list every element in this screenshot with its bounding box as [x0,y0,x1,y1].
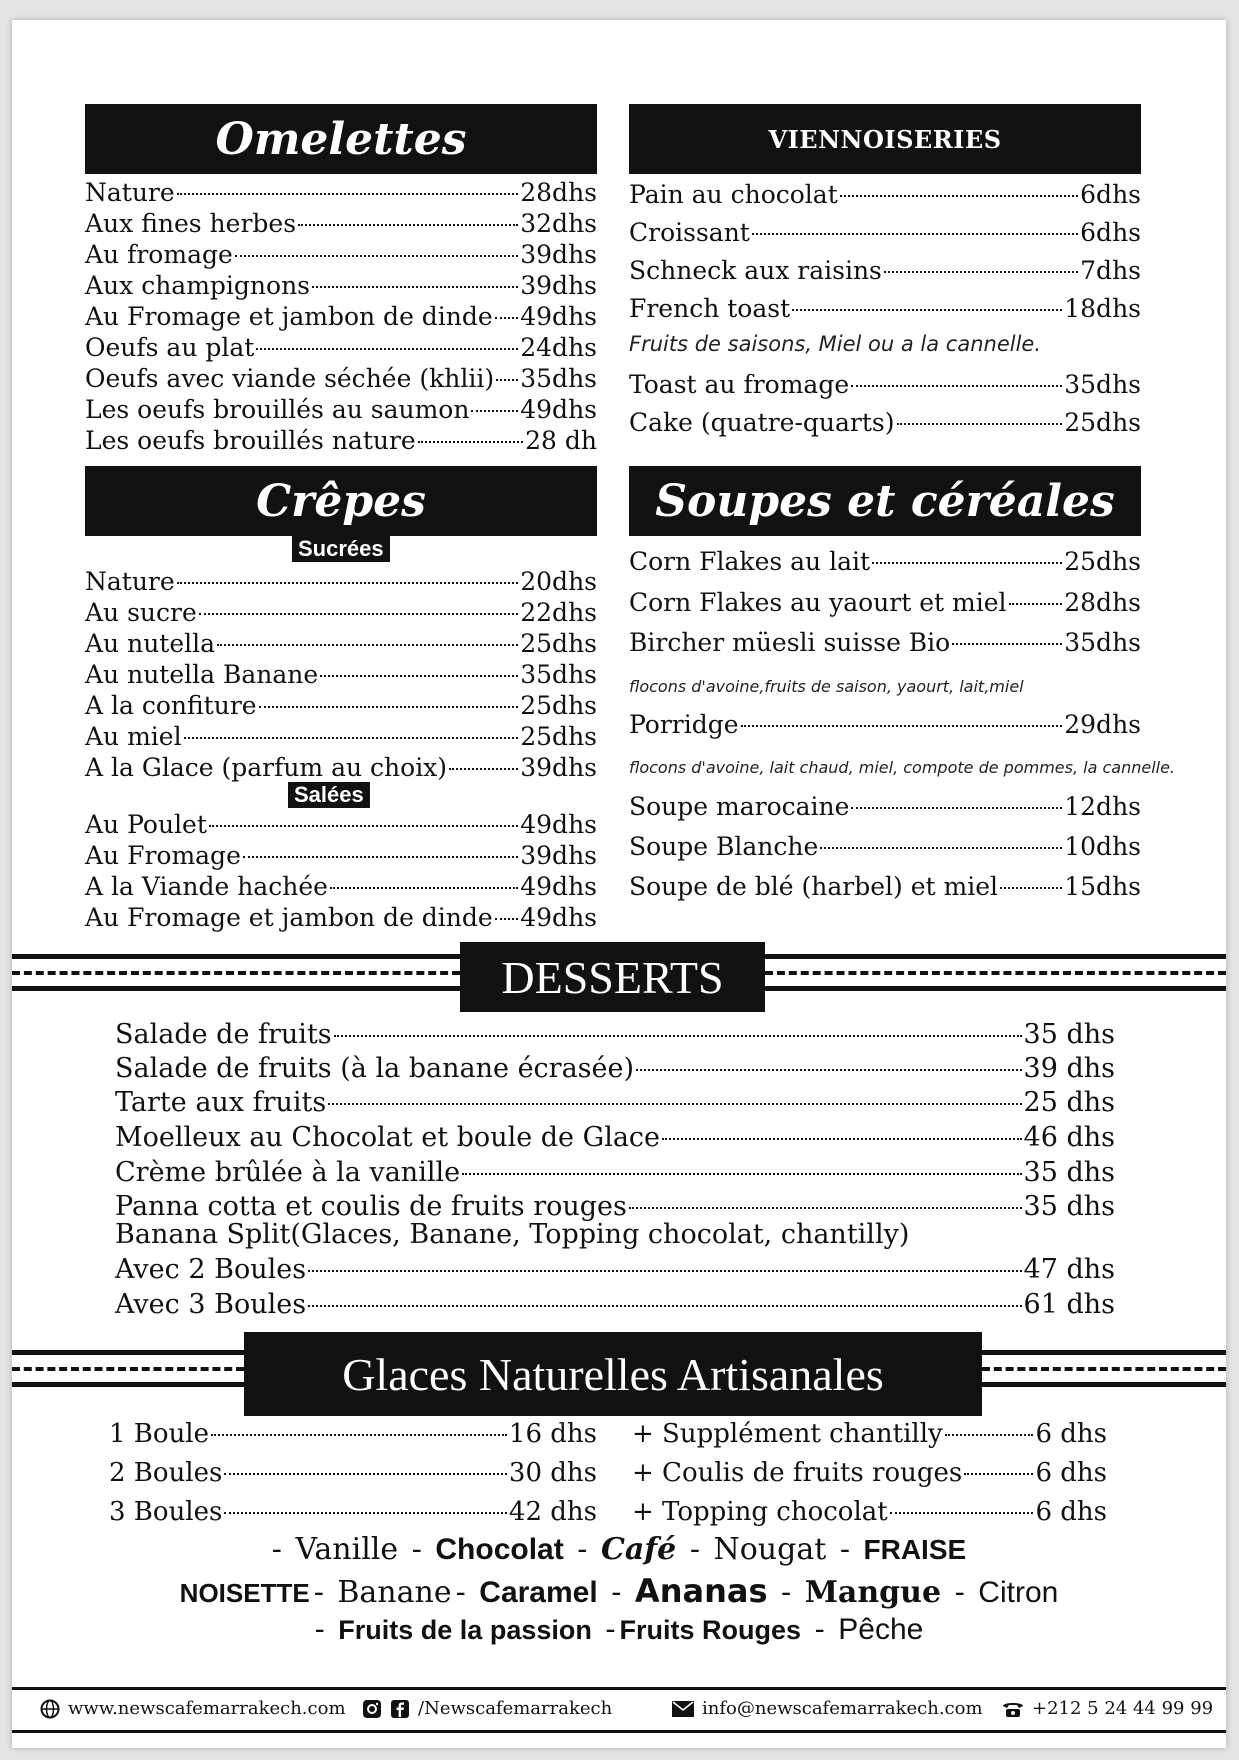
item-name: + Supplément chantilly [632,1419,943,1449]
dot-leader [199,613,518,615]
menu-row [85,691,597,721]
menu-row [629,370,1141,400]
item-name: Au fromage [85,240,233,269]
flavors-line-2: NOISETTE - Banane - Caramel - Ananas - Mangue - Citron [179,1572,1059,1610]
item-price: 18dhs [1064,294,1141,323]
item-name: + Coulis de fruits rouges [632,1458,963,1488]
desserts-stripe-left [12,950,460,996]
dot-leader [964,1473,1033,1475]
flavor-fruits-rouges: Fruits Rouges [619,1615,802,1645]
flavor-peche: Pêche [838,1613,924,1646]
menu-row [85,209,597,239]
item-name: Salade de fruits (à la banane écrasée) [115,1053,635,1084]
flavor-nougat: Nougat [713,1532,827,1567]
dot-leader [897,423,1063,425]
menu-row [85,395,597,425]
item-name: French toast [629,294,791,323]
footer-phone[interactable] [1002,1698,1213,1719]
item-name: Soupe Blanche [629,832,819,861]
desserts-banner [460,942,765,1012]
item-name: 2 Boules [109,1458,223,1488]
footer-website[interactable] [40,1698,346,1719]
sucrees-badge: Sucrées [292,536,390,562]
item-name: + Topping chocolat [632,1497,888,1527]
item-name: Aux fines herbes [85,209,297,238]
item-name: Les oeufs brouillés au saumon [85,395,470,424]
dot-leader [328,1103,1021,1105]
item-price: 39 dhs [1023,1053,1115,1084]
item-name: A la Glace (parfum au choix) [85,753,448,782]
item-price: 39dhs [520,271,597,300]
item-price: 10dhs [1064,832,1141,861]
dot-leader [952,643,1062,645]
flavors-line-1: - Vanille - Chocolat - Café - Nougat - FRAISE [271,1532,967,1567]
item-price: 49dhs [520,872,597,901]
dot-leader [217,644,518,646]
item-name: Oeufs avec viande séchée (khlii) [85,364,495,393]
item-price: 35 dhs [1023,1191,1115,1222]
menu-row [632,1497,1107,1527]
globe-icon [40,1699,60,1719]
item-price: 47 dhs [1023,1254,1115,1285]
dot-leader [330,887,518,889]
menu-row [629,588,1141,618]
menu-row [115,1192,1115,1222]
crepes-title: Crêpes [256,475,426,527]
menu-row [115,1020,1115,1050]
menu-row [629,180,1141,210]
dot-leader [752,233,1078,235]
menu-row [85,903,597,933]
item-price: 39dhs [520,841,597,870]
item-name: Au nutella [85,629,216,658]
menu-row [85,178,597,208]
item-name: 3 Boules [109,1497,223,1527]
item-price: 25dhs [520,691,597,720]
item-name: Corn Flakes au yaourt et miel [629,588,1007,617]
dot-leader [462,1173,1021,1175]
flavors-line-3: - Fruits de la passion - Fruits Rouges - Pêche [314,1612,924,1647]
dot-leader [224,1512,507,1514]
dot-leader [890,1512,1034,1514]
dot-leader [312,286,518,288]
dot-leader [741,725,1063,727]
item-price: 28dhs [520,178,597,207]
phone-number[interactable]: +212 5 24 44 99 99 [1032,1698,1214,1719]
menu-row [85,567,597,597]
item-name: Panna cotta et coulis de fruits rouges [115,1191,627,1222]
dot-leader [884,271,1078,273]
menu-row [629,294,1141,324]
crepes-banner [85,466,597,536]
menu-row [85,598,597,628]
desserts-stripe-right [765,950,1226,996]
dot-leader [259,706,519,708]
item-price: 15dhs [1064,872,1141,901]
muesli-note: flocons d'avoine,fruits de saison, yaourt, lait,miel [629,677,1024,696]
website-link[interactable]: www.newscafemarrakech.com [68,1698,346,1719]
dot-leader [177,193,519,195]
item-price: 24dhs [520,333,597,362]
menu-row [85,872,597,902]
dot-leader [308,1270,1021,1272]
item-name: Crème brûlée à la vanille [115,1157,461,1188]
menu-row [629,832,1141,862]
dot-leader [945,1434,1034,1436]
item-name: Avec 3 Boules [115,1289,307,1320]
menu-row [629,710,1141,740]
dot-leader [471,410,518,412]
phone-icon [1002,1700,1024,1718]
item-price: 32dhs [520,209,597,238]
item-name: Moelleux au Chocolat et boule de Glace [115,1122,661,1153]
menu-row [629,628,1141,658]
item-price: 30 dhs [508,1458,597,1488]
item-price: 46 dhs [1023,1122,1115,1153]
flavor-passion: Fruits de la passion [338,1615,592,1645]
item-price: 42 dhs [508,1497,597,1527]
porridge-note: flocons d'avoine, lait chaud, miel, compote de pommes, la cannelle. [629,758,1176,777]
flavor-ananas: Ananas [634,1572,768,1610]
dot-leader [629,1207,1022,1209]
menu-row [115,1290,1115,1320]
menu-row [115,1255,1115,1285]
item-name: Au Fromage et jambon de dinde [85,302,493,331]
item-price: 49dhs [520,810,597,839]
item-price: 49dhs [520,395,597,424]
dot-leader [495,918,519,920]
item-price: 25dhs [520,629,597,658]
viennoiseries-title: VIENNOISERIES [768,124,1002,154]
item-price: 61 dhs [1023,1289,1115,1320]
item-price: 25dhs [520,722,597,751]
item-name: Tarte aux fruits [115,1087,327,1118]
dot-leader [872,562,1062,564]
item-price: 25dhs [1064,547,1141,576]
dot-leader [496,379,518,381]
dot-leader [209,825,518,827]
item-name: Corn Flakes au lait [629,547,871,576]
flavor-vanille: Vanille [295,1532,399,1567]
item-price: 25 dhs [1023,1087,1115,1118]
menu-row [115,1123,1115,1153]
dot-leader [211,1434,507,1436]
item-price: 20dhs [520,567,597,596]
item-name: Porridge [629,710,739,739]
dot-leader [177,582,519,584]
flavor-fraise: FRAISE [863,1534,967,1565]
footer-email[interactable] [672,1698,983,1719]
omelettes-title: Omelettes [215,113,467,165]
dot-leader [1000,887,1062,889]
menu-row [629,408,1141,438]
menu-row [632,1419,1107,1449]
item-name: 1 Boule [109,1419,210,1449]
item-name: Salade de fruits [115,1019,332,1050]
item-name: Cake (quatre-quarts) [629,408,895,437]
dot-leader [334,1035,1022,1037]
menu-row [85,240,597,270]
menu-row [629,218,1141,248]
item-name: Les oeufs brouillés nature [85,426,416,455]
menu-page [12,20,1226,1748]
menu-row [85,364,597,394]
menu-row [629,792,1141,822]
glaces-title: Glaces Naturelles Artisanales [342,1348,884,1400]
menu-row [85,271,597,301]
menu-row [109,1497,597,1527]
flavor-cafe: Café [600,1532,677,1567]
viennoiseries-banner [629,104,1141,174]
dot-leader [792,309,1062,311]
item-price: 12dhs [1064,792,1141,821]
footer [12,1687,1226,1733]
item-name: Aux champignons [85,271,310,300]
item-price: 6dhs [1080,180,1141,209]
glaces-banner [244,1332,982,1416]
menu-row [85,426,597,456]
item-name: Au Fromage et jambon de dinde [85,903,493,932]
item-price: 49dhs [520,302,597,331]
item-price: 6 dhs [1035,1458,1107,1488]
banana-split-heading: Banana Split(Glaces, Banane, Topping chocolat, chantilly) [115,1219,910,1250]
menu-row [629,256,1141,286]
dot-leader [662,1138,1022,1140]
email-link[interactable]: info@newscafemarrakech.com [702,1698,983,1719]
item-name: Au miel [85,722,182,751]
dot-leader [851,385,1062,387]
dot-leader [224,1473,507,1475]
menu-row [629,872,1141,902]
item-name: A la Viande hachée [85,872,328,901]
item-price: 39dhs [520,753,597,782]
footer-social[interactable] [362,1698,612,1719]
desserts-title: DESSERTS [501,951,724,1003]
item-name: Avec 2 Boules [115,1254,307,1285]
item-price: 22dhs [520,598,597,627]
menu-row [85,722,597,752]
item-price: 6 dhs [1035,1419,1107,1449]
dot-leader [243,856,518,858]
item-name: Nature [85,567,175,596]
item-price: 35 dhs [1023,1157,1115,1188]
dot-leader [851,807,1062,809]
flavor-mangue: Mangue [804,1575,942,1610]
item-price: 49dhs [520,903,597,932]
item-name: Nature [85,178,175,207]
menu-row [109,1419,597,1449]
item-price: 35dhs [1064,628,1141,657]
salees-badge: Salées [288,782,370,808]
item-price: 25dhs [1064,408,1141,437]
item-price: 35dhs [520,660,597,689]
dot-leader [495,317,519,319]
dot-leader [298,224,518,226]
item-name: Au Poulet [85,810,207,839]
menu-row [85,302,597,332]
flavor-citron: Citron [978,1576,1059,1609]
menu-row [85,660,597,690]
item-name: A la confiture [85,691,257,720]
item-name: Toast au fromage [629,370,850,399]
menu-row [115,1158,1115,1188]
flavor-banane: Banane [337,1575,452,1610]
soupes-title: Soupes et céréales [655,475,1115,527]
menu-row [115,1054,1115,1084]
item-name: Oeufs au plat [85,333,255,362]
menu-row [109,1458,597,1488]
menu-row [85,629,597,659]
dot-leader [636,1069,1022,1071]
menu-row [629,547,1141,577]
item-price: 35 dhs [1023,1019,1115,1050]
item-name: Au nutella Banane [85,660,319,689]
item-price: 35dhs [520,364,597,393]
glaces-stripe-right [982,1346,1226,1392]
item-price: 29dhs [1064,710,1141,739]
french-toast-note: Fruits de saisons, Miel ou a la cannelle. [629,332,1042,356]
item-price: 6 dhs [1035,1497,1107,1527]
envelope-icon [672,1701,694,1717]
item-price: 28 dh [525,426,597,455]
item-name: Au Fromage [85,841,241,870]
dot-leader [184,737,519,739]
item-price: 39dhs [520,240,597,269]
dot-leader [320,675,518,677]
facebook-link[interactable]: /Newscafemarrakech [418,1698,613,1719]
menu-row [85,753,597,783]
omelettes-banner [85,104,597,174]
item-name: Soupe marocaine [629,792,850,821]
instagram-icon [362,1699,382,1719]
dot-leader [308,1305,1021,1307]
dot-leader [820,847,1062,849]
menu-row [632,1458,1107,1488]
dot-leader [449,768,518,770]
dot-leader [235,255,518,257]
menu-row [85,810,597,840]
flavor-noisette: NOISETTE [179,1578,310,1608]
item-price: 28dhs [1064,588,1141,617]
menu-row [115,1088,1115,1118]
flavor-chocolat: Chocolat [435,1533,564,1566]
item-name: Schneck aux raisins [629,256,882,285]
dot-leader [256,348,518,350]
item-price: 35dhs [1064,370,1141,399]
facebook-icon [390,1699,410,1719]
item-price: 6dhs [1080,218,1141,247]
item-price: 7dhs [1080,256,1141,285]
soupes-banner [629,466,1141,536]
dot-leader [1009,603,1063,605]
dot-leader [418,441,523,443]
item-price: 16 dhs [508,1419,597,1449]
item-name: Croissant [629,218,750,247]
flavor-caramel: Caramel [479,1576,598,1609]
dot-leader [840,195,1078,197]
menu-row [85,841,597,871]
glaces-stripe-left [12,1346,244,1392]
item-name: Soupe de blé (harbel) et miel [629,872,998,901]
item-name: Au sucre [85,598,197,627]
item-name: Pain au chocolat [629,180,838,209]
item-name: Bircher müesli suisse Bio [629,628,951,657]
menu-row [85,333,597,363]
